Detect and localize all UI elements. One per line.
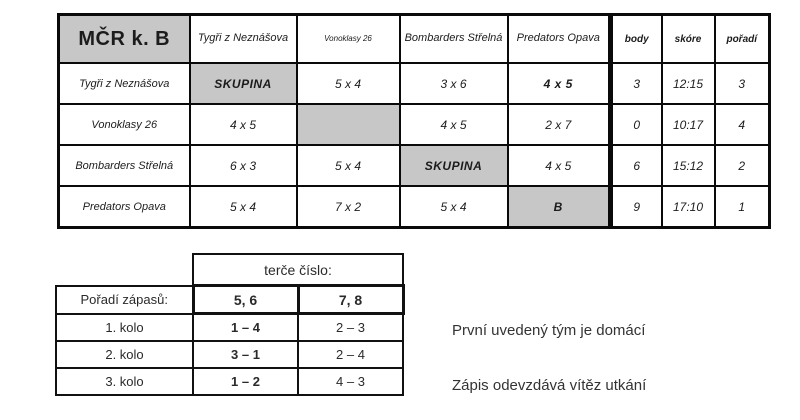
- rank-cell: 4: [715, 104, 770, 145]
- round-label: 1. kolo: [56, 314, 193, 341]
- match-order-label: Pořadí zápasů:: [56, 286, 193, 314]
- rank-cell: 1: [715, 186, 770, 228]
- match-pair-cell: 1 – 4: [193, 314, 298, 341]
- match-pair-cell: 3 – 1: [193, 341, 298, 368]
- score-cell: 17:10: [662, 186, 715, 228]
- standings-table: [57, 13, 771, 229]
- match-pair-cell: 2 – 4: [298, 341, 403, 368]
- standings-row-predators: [59, 186, 770, 228]
- rank-cell: 2: [715, 145, 770, 186]
- blank-cell: [56, 254, 193, 286]
- standings-row-tygri: [59, 63, 770, 104]
- result-cell: 2 x 7: [508, 104, 611, 145]
- opponent-header-tygri: Tygři z Neznášova: [190, 15, 297, 64]
- points-cell: 9: [611, 186, 662, 228]
- schedule-table: [55, 253, 405, 396]
- result-cell: 6 x 3: [190, 145, 297, 186]
- score-cell: 15:12: [662, 145, 715, 186]
- tournament-title: MČR k. B: [59, 15, 190, 64]
- result-cell: 5 x 4: [400, 186, 508, 228]
- team-name-cell: Predators Opava: [59, 186, 190, 228]
- score-cell: 12:15: [662, 63, 715, 104]
- rank-cell: 3: [715, 63, 770, 104]
- group-b-cell: B: [508, 186, 611, 228]
- points-cell: 3: [611, 63, 662, 104]
- score-cell: 10:17: [662, 104, 715, 145]
- match-pair-cell: 4 – 3: [298, 368, 403, 395]
- points-cell: 0: [611, 104, 662, 145]
- standings-row-vonoklasy: [59, 104, 770, 145]
- result-cell: 4 x 5: [400, 104, 508, 145]
- result-cell: 5 x 4: [297, 145, 400, 186]
- targets-header-row: [56, 254, 403, 286]
- result-cell: 4 x 5: [190, 104, 297, 145]
- note-home-team: První uvedený tým je domácí: [452, 322, 646, 339]
- diagonal-empty-cell: [297, 104, 400, 145]
- score-header: skóre: [662, 15, 715, 64]
- result-cell: 3 x 6: [400, 63, 508, 104]
- team-name-cell: Vonoklasy 26: [59, 104, 190, 145]
- result-cell: 4 x 5: [508, 145, 611, 186]
- round-label: 3. kolo: [56, 368, 193, 395]
- points-header: body: [611, 15, 662, 64]
- team-name-cell: Bombarders Střelná: [59, 145, 190, 186]
- result-cell: 4 x 5: [508, 63, 611, 104]
- match-pair-cell: 1 – 2: [193, 368, 298, 395]
- team-name-cell: Tygři z Neznášova: [59, 63, 190, 104]
- round-row-3: [56, 368, 403, 395]
- opponent-header-vonoklasy: Vonoklasy 26: [297, 15, 400, 64]
- round-row-1: [56, 314, 403, 341]
- rank-header: pořadí: [715, 15, 770, 64]
- group-cell: SKUPINA: [190, 63, 297, 104]
- opponent-header-predators: Predators Opava: [508, 15, 611, 64]
- round-row-2: [56, 341, 403, 368]
- result-cell: 5 x 4: [297, 63, 400, 104]
- group-cell: SKUPINA: [400, 145, 508, 186]
- result-cell: 5 x 4: [190, 186, 297, 228]
- match-pair-cell: 2 – 3: [298, 314, 403, 341]
- note-scoresheet: Zápis odevzdává vítěz utkání: [452, 377, 647, 394]
- match-order-row: [56, 286, 403, 314]
- target-lanes-cell: 5, 6: [193, 286, 298, 314]
- targets-header: terče číslo:: [193, 254, 403, 286]
- standings-row-bombarders: [59, 145, 770, 186]
- points-cell: 6: [611, 145, 662, 186]
- standings-header-row: [59, 15, 770, 64]
- result-cell: 7 x 2: [297, 186, 400, 228]
- round-label: 2. kolo: [56, 341, 193, 368]
- opponent-header-bombarders: Bombarders Střelná: [400, 15, 508, 64]
- target-lanes-cell: 7, 8: [298, 286, 403, 314]
